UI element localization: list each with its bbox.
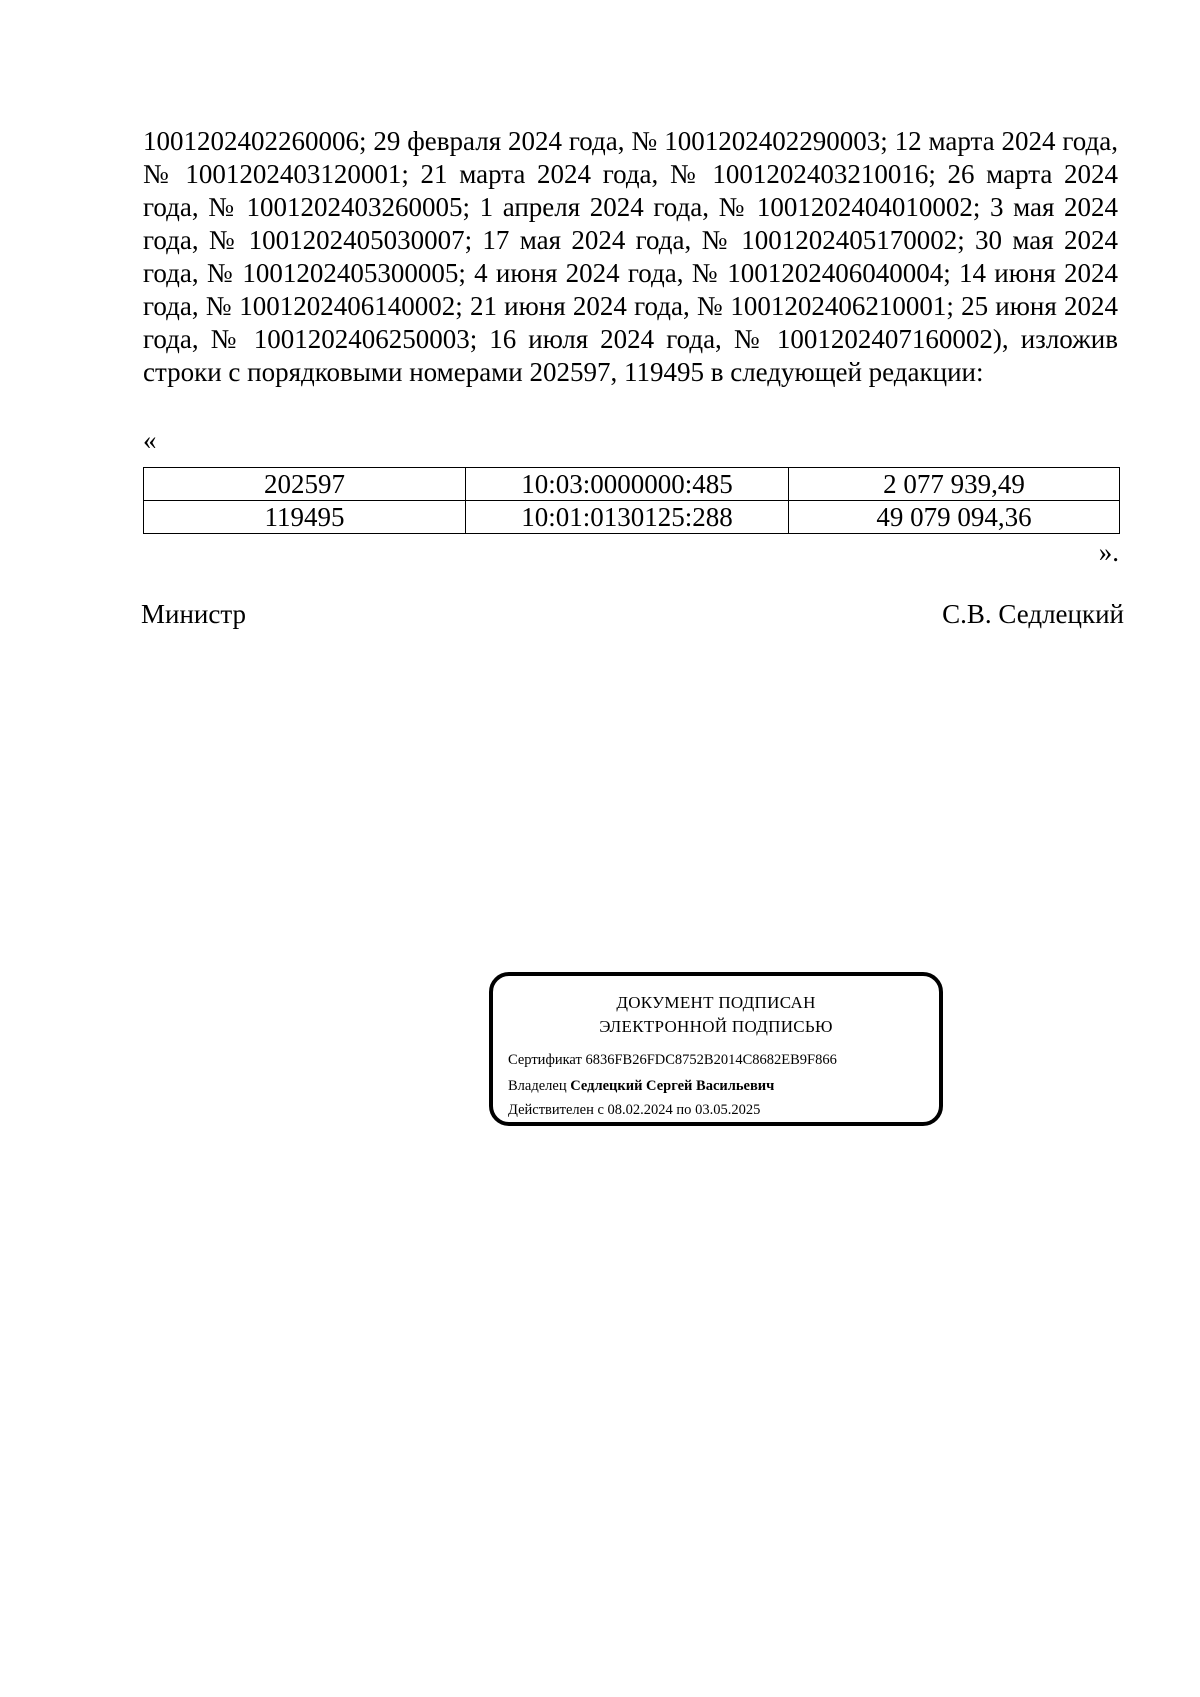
stamp-certificate [508,1051,837,1069]
stamp-title-line: ДОКУМЕНТ ПОДПИСАН [616,993,816,1012]
stamp-valid-to-label: по [676,1102,692,1118]
signer-position: Министр [141,599,246,629]
stamp-valid-label: Действителен с [508,1102,604,1118]
stamp-owner-value: Седлецкий Сергей Васильевич [570,1078,775,1094]
body-paragraph: 1001202402260006; 29 февраля 2024 года, № 1001202402290003; 12 марта 2024 года, № 1001202403120001; 21 марта 2024 года, № 1001202403210016; 26 марта 2024 года, № 1001202403260005; 1 апреля 2024 года, № 1001202404010002; 3 мая 2024 года, № 1001202405030007; 17 мая 2024 года, № 1001202405170002; 30 мая 2024 года, № 1001202405300005; 4 июня 2024 года, № 1001202406040004; 14 июня 2024 года, № 1001202406140002; 21 июня 2024 года, № 1001202406210001; 25 июня 2024 года, № 1001202406250003; 16 июля 2024 года, № 1001202407160002), изложив строки с порядковыми номерами 202597, 119495 в следующей редакции: [143,126,1118,387]
table-cell-value: 49 079 094,36 [789,501,1120,534]
stamp-certificate-value: 6836FB26FDC8752B2014C8682EB9F866 [585,1052,837,1068]
table-row [144,501,1120,534]
stamp-certificate-label: Сертификат [508,1052,582,1068]
table-row [144,468,1120,501]
stamp-owner [508,1077,774,1095]
opening-quote: « [143,425,157,455]
electronic-signature-stamp [489,972,943,1126]
stamp-valid-to: 03.05.2025 [695,1102,761,1118]
data-table [143,467,1120,534]
stamp-owner-label: Владелец [508,1078,567,1094]
table-cell-number: 119495 [144,501,466,534]
stamp-valid-from: 08.02.2024 [607,1102,673,1118]
table-cell-number: 202597 [144,468,466,501]
stamp-title [493,991,939,1039]
signer-name: С.В. Седлецкий [942,599,1124,629]
stamp-title-line: ЭЛЕКТРОННОЙ ПОДПИСЬЮ [599,1017,833,1036]
table-cell-cadastral: 10:03:0000000:485 [466,468,789,501]
stamp-validity [508,1101,760,1119]
table-cell-value: 2 077 939,49 [789,468,1120,501]
closing-quote: ». [1098,537,1119,567]
table-cell-cadastral: 10:01:0130125:288 [466,501,789,534]
